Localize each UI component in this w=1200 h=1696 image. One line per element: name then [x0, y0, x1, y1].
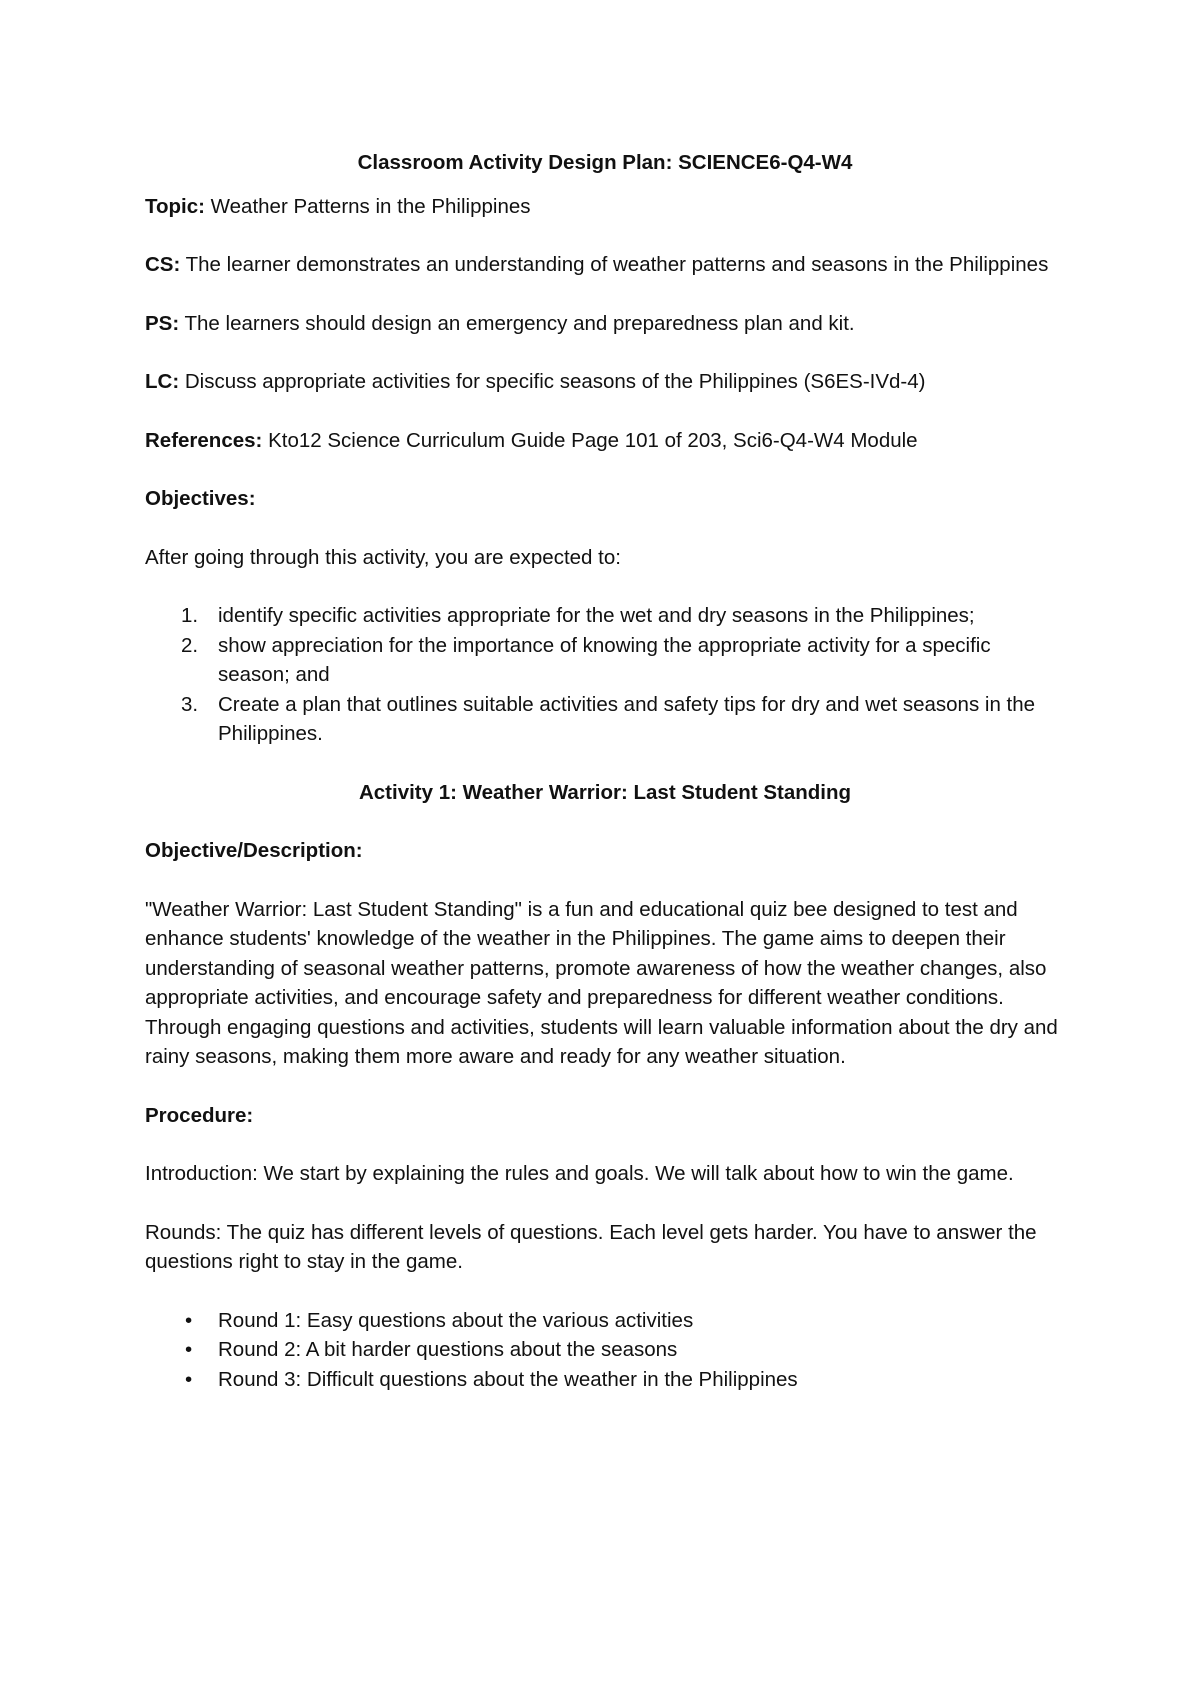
objective-number: 1. — [181, 604, 199, 627]
round-text: Round 3: Difficult questions about the weather in the Philippines — [218, 1367, 798, 1391]
performance-standard-field — [145, 309, 1065, 339]
learning-competency-field — [145, 367, 1065, 397]
procedure-heading: Procedure: — [145, 1103, 254, 1127]
objective-number: 3. — [181, 692, 199, 716]
objectives-heading: Objectives: — [145, 487, 256, 510]
round-item — [145, 1365, 1065, 1395]
references-text: Kto12 Science Curriculum Guide Page 101 of 203, Sci6-Q4-W4 Module — [262, 428, 918, 452]
references-field — [145, 426, 1065, 456]
topic-field — [145, 192, 1065, 222]
activity-description: "Weather Warrior: Last Student Standing" is a fun and educational quiz bee designed to test and enhance students' knowledge of the weather in the Philippines. The game aims to deepen their understanding of seasonal weather patterns, promote awareness of how the weather changes, also appropriate activities, and encourage safety and preparedness for different weather conditions. Through engaging questions and activities, students will learn valuable information about the dry and rainy seasons, making them more aware and ready for any weather situation. — [145, 897, 1058, 1068]
objective-number: 2. — [181, 633, 199, 657]
procedure-rounds-intro: Rounds: The quiz has different levels of questions. Each level gets harder. You have to answer the questions right to stay in the game. — [145, 1220, 1037, 1273]
learning-competency-text: Discuss appropriate activities for specific seasons of the Philippines (S6ES-IVd-4) — [179, 370, 926, 393]
objective-item — [145, 601, 1065, 631]
objective-item — [145, 690, 1065, 749]
topic-label: Topic: — [145, 194, 205, 218]
objective-item — [145, 631, 1065, 690]
content-standard-text: The learner demonstrates an understanding of weather patterns and seasons in the Philippines — [180, 253, 1049, 276]
procedure-introduction: Introduction: We start by explaining the rules and goals. We will talk about how to win the game. — [145, 1162, 1014, 1185]
objectives-intro: After going through this activity, you are expected to: — [145, 545, 621, 569]
bullet-icon: • — [185, 1367, 193, 1391]
round-text: Round 2: A bit harder questions about the seasons — [218, 1338, 678, 1361]
objective-text: identify specific activities appropriate for the wet and dry seasons in the Philippines; — [218, 604, 975, 627]
learning-competency-label: LC: — [145, 370, 180, 393]
references-label: References: — [145, 428, 263, 452]
objective-text: Create a plan that outlines suitable activities and safety tips for dry and wet seasons in the Philippines. — [218, 692, 1036, 745]
rounds-list — [145, 1306, 1065, 1395]
round-text: Round 1: Easy questions about the various activities — [218, 1308, 694, 1332]
bullet-icon: • — [185, 1308, 193, 1332]
bullet-icon: • — [185, 1338, 193, 1361]
content-standard-label: CS: — [145, 253, 181, 276]
document-title: Classroom Activity Design Plan: SCIENCE6-Q4-W4 — [357, 151, 853, 174]
content-standard-field — [145, 250, 1065, 280]
objectives-list — [145, 601, 1065, 749]
activity-title: Activity 1: Weather Warrior: Last Student Standing — [358, 780, 852, 804]
performance-standard-label: PS: — [145, 311, 180, 335]
performance-standard-text: The learners should design an emergency and preparedness plan and kit. — [179, 311, 855, 335]
document-page — [145, 148, 1065, 1394]
topic-text: Weather Patterns in the Philippines — [204, 194, 531, 218]
description-heading: Objective/Description: — [145, 839, 363, 862]
round-item — [145, 1306, 1065, 1336]
objective-text: show appreciation for the importance of knowing the appropriate activity for a specific season; and — [218, 633, 991, 686]
round-item — [145, 1335, 1065, 1365]
